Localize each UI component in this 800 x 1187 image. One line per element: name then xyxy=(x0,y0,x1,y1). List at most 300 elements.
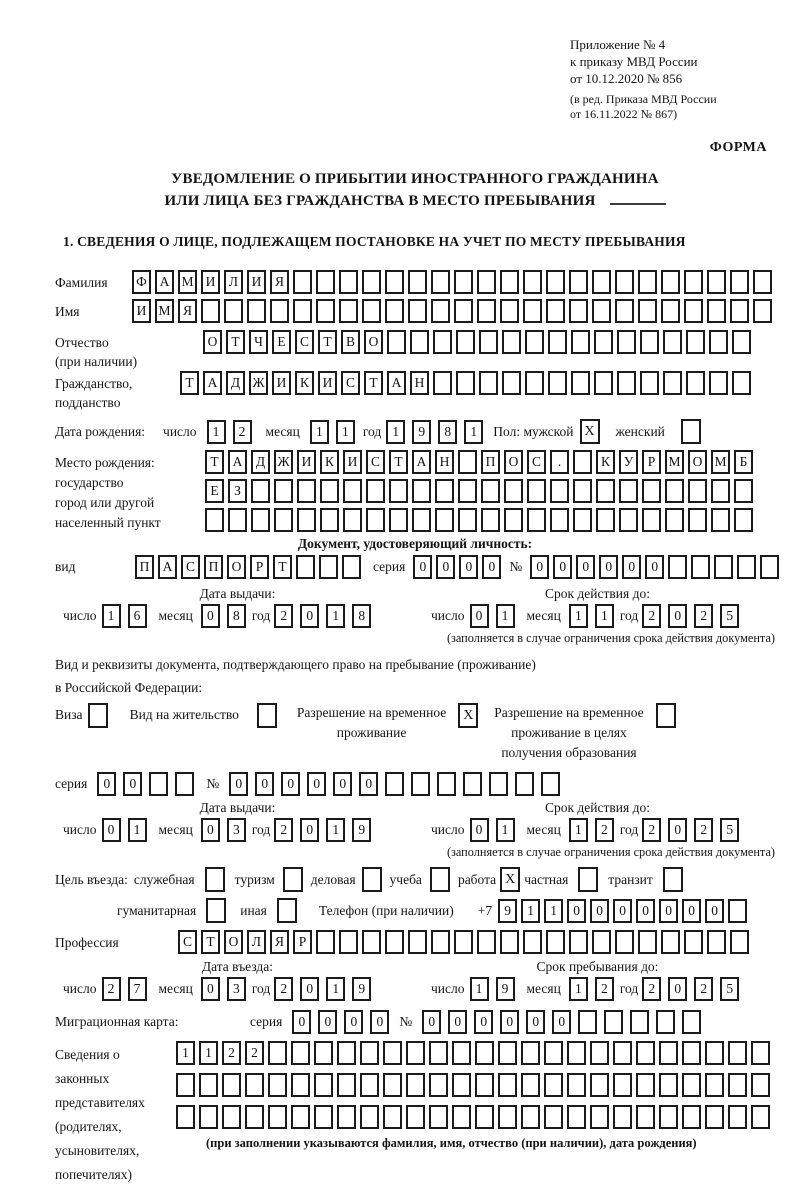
form-cell[interactable]: 1 xyxy=(496,604,515,628)
edu-residence-permit-checkbox[interactable] xyxy=(656,703,676,728)
valid-year-cells[interactable] xyxy=(642,604,739,628)
form-cell[interactable]: Я xyxy=(178,299,197,323)
form-cell[interactable] xyxy=(412,508,431,532)
form-cell[interactable] xyxy=(498,1041,517,1065)
form-cell[interactable]: О xyxy=(504,450,523,474)
valid-day-cells[interactable] xyxy=(470,818,515,842)
form-cell[interactable] xyxy=(613,1041,632,1065)
form-cell[interactable] xyxy=(567,1041,586,1065)
form-cell[interactable] xyxy=(498,1105,517,1129)
form-cell[interactable] xyxy=(337,1041,356,1065)
form-cell[interactable]: 0 xyxy=(590,899,609,923)
purpose-private-checkbox[interactable] xyxy=(578,867,598,892)
form-cell[interactable]: 0 xyxy=(470,604,489,628)
form-cell[interactable]: Д xyxy=(226,371,245,395)
form-cell[interactable]: А xyxy=(158,555,177,579)
form-cell[interactable] xyxy=(489,772,508,796)
form-cell[interactable]: 0 xyxy=(668,977,687,1001)
form-cell[interactable] xyxy=(337,1073,356,1097)
birth-month-cells[interactable] xyxy=(310,420,355,444)
form-cell[interactable]: К xyxy=(596,450,615,474)
form-cell[interactable]: 0 xyxy=(255,772,274,796)
form-cell[interactable]: 2 xyxy=(642,977,661,1001)
form-cell[interactable] xyxy=(521,1041,540,1065)
entry-month-cells[interactable] xyxy=(201,977,246,1001)
form-cell[interactable] xyxy=(149,772,168,796)
form-cell[interactable] xyxy=(316,299,335,323)
form-cell[interactable]: П xyxy=(135,555,154,579)
form-cell[interactable] xyxy=(360,1105,379,1129)
residence-series-cells[interactable] xyxy=(97,772,194,796)
form-cell[interactable]: 0 xyxy=(413,555,432,579)
form-cell[interactable] xyxy=(293,299,312,323)
form-cell[interactable] xyxy=(548,330,567,354)
form-cell[interactable]: 1 xyxy=(310,420,329,444)
form-cell[interactable] xyxy=(247,299,266,323)
issue-month-cells[interactable] xyxy=(201,818,246,842)
form-cell[interactable]: 0 xyxy=(474,1010,493,1034)
form-cell[interactable] xyxy=(268,1073,287,1097)
form-cell[interactable] xyxy=(636,1105,655,1129)
stay-year-cells[interactable] xyxy=(642,977,739,1001)
form-cell[interactable]: 0 xyxy=(645,555,664,579)
form-cell[interactable] xyxy=(385,930,404,954)
form-cell[interactable] xyxy=(659,1073,678,1097)
form-cell[interactable] xyxy=(737,555,756,579)
form-cell[interactable] xyxy=(711,479,730,503)
form-cell[interactable] xyxy=(297,479,316,503)
form-cell[interactable]: М xyxy=(665,450,684,474)
form-cell[interactable] xyxy=(691,555,710,579)
form-cell[interactable] xyxy=(408,299,427,323)
form-cell[interactable] xyxy=(268,1041,287,1065)
form-cell[interactable] xyxy=(205,508,224,532)
visa-checkbox[interactable] xyxy=(88,703,108,728)
form-cell[interactable] xyxy=(319,555,338,579)
form-cell[interactable]: С xyxy=(366,450,385,474)
form-cell[interactable]: С xyxy=(527,450,546,474)
valid-year-cells[interactable] xyxy=(642,818,739,842)
migration-series-cells[interactable] xyxy=(292,1010,389,1034)
form-cell[interactable] xyxy=(452,1105,471,1129)
form-cell[interactable]: 2 xyxy=(694,977,713,1001)
form-cell[interactable] xyxy=(385,772,404,796)
form-cell[interactable] xyxy=(684,299,703,323)
form-cell[interactable] xyxy=(502,371,521,395)
form-cell[interactable] xyxy=(515,772,534,796)
male-checkbox[interactable]: X xyxy=(580,419,600,444)
form-cell[interactable] xyxy=(734,508,753,532)
form-cell[interactable]: 0 xyxy=(526,1010,545,1034)
form-cell[interactable] xyxy=(578,1010,597,1034)
form-cell[interactable] xyxy=(640,371,659,395)
form-cell[interactable]: 1 xyxy=(176,1041,195,1065)
form-cell[interactable]: 1 xyxy=(544,899,563,923)
form-cell[interactable]: Д xyxy=(251,450,270,474)
form-cell[interactable]: С xyxy=(181,555,200,579)
form-cell[interactable]: У xyxy=(619,450,638,474)
doc-kind-cells[interactable] xyxy=(135,555,361,579)
surname-cells[interactable] xyxy=(132,270,772,294)
form-cell[interactable]: 1 xyxy=(569,818,588,842)
form-cell[interactable]: 9 xyxy=(498,899,517,923)
issue-month-cells[interactable] xyxy=(201,604,246,628)
form-cell[interactable] xyxy=(709,330,728,354)
form-cell[interactable]: Т xyxy=(180,371,199,395)
form-cell[interactable]: 2 xyxy=(222,1041,241,1065)
form-cell[interactable]: 2 xyxy=(245,1041,264,1065)
form-cell[interactable] xyxy=(663,371,682,395)
form-cell[interactable] xyxy=(550,508,569,532)
form-cell[interactable]: С xyxy=(178,930,197,954)
form-cell[interactable]: Н xyxy=(435,450,454,474)
form-cell[interactable] xyxy=(274,508,293,532)
form-cell[interactable] xyxy=(569,930,588,954)
form-cell[interactable] xyxy=(596,479,615,503)
form-cell[interactable]: 0 xyxy=(422,1010,441,1034)
form-cell[interactable]: И xyxy=(318,371,337,395)
form-cell[interactable]: Ж xyxy=(249,371,268,395)
form-cell[interactable] xyxy=(573,508,592,532)
form-cell[interactable] xyxy=(544,1041,563,1065)
form-cell[interactable]: 0 xyxy=(436,555,455,579)
form-cell[interactable]: 1 xyxy=(128,818,147,842)
form-cell[interactable] xyxy=(362,930,381,954)
form-cell[interactable] xyxy=(314,1105,333,1129)
entry-day-cells[interactable] xyxy=(102,977,147,1001)
form-cell[interactable] xyxy=(360,1073,379,1097)
form-cell[interactable] xyxy=(222,1105,241,1129)
form-cell[interactable] xyxy=(385,270,404,294)
form-cell[interactable] xyxy=(546,930,565,954)
form-cell[interactable]: С xyxy=(295,330,314,354)
form-cell[interactable] xyxy=(682,1041,701,1065)
form-cell[interactable] xyxy=(297,508,316,532)
form-cell[interactable] xyxy=(320,508,339,532)
form-cell[interactable]: 3 xyxy=(227,977,246,1001)
form-cell[interactable]: 0 xyxy=(613,899,632,923)
form-cell[interactable]: М xyxy=(155,299,174,323)
form-cell[interactable] xyxy=(730,270,749,294)
form-cell[interactable] xyxy=(573,450,592,474)
form-cell[interactable] xyxy=(569,299,588,323)
form-cell[interactable] xyxy=(751,1041,770,1065)
form-cell[interactable] xyxy=(316,930,335,954)
form-cell[interactable] xyxy=(636,1041,655,1065)
form-cell[interactable]: Л xyxy=(224,270,243,294)
form-cell[interactable]: 1 xyxy=(386,420,405,444)
form-cell[interactable] xyxy=(613,1073,632,1097)
form-cell[interactable] xyxy=(521,1073,540,1097)
form-cell[interactable]: 0 xyxy=(201,604,220,628)
form-cell[interactable]: И xyxy=(132,299,151,323)
form-cell[interactable]: Е xyxy=(272,330,291,354)
form-cell[interactable]: Ж xyxy=(274,450,293,474)
form-cell[interactable] xyxy=(619,508,638,532)
form-cell[interactable] xyxy=(224,299,243,323)
form-cell[interactable] xyxy=(245,1073,264,1097)
form-cell[interactable] xyxy=(682,1073,701,1097)
name-cells[interactable] xyxy=(132,299,772,323)
form-cell[interactable] xyxy=(296,555,315,579)
form-cell[interactable] xyxy=(385,299,404,323)
form-cell[interactable]: 0 xyxy=(102,818,121,842)
form-cell[interactable]: 0 xyxy=(682,899,701,923)
form-cell[interactable]: 0 xyxy=(705,899,724,923)
form-cell[interactable] xyxy=(268,1105,287,1129)
form-cell[interactable] xyxy=(339,299,358,323)
form-cell[interactable] xyxy=(684,930,703,954)
form-cell[interactable] xyxy=(431,270,450,294)
form-cell[interactable] xyxy=(705,1041,724,1065)
form-cell[interactable]: 0 xyxy=(201,818,220,842)
form-cell[interactable] xyxy=(479,371,498,395)
form-cell[interactable] xyxy=(550,479,569,503)
form-cell[interactable] xyxy=(337,1105,356,1129)
form-cell[interactable] xyxy=(383,1073,402,1097)
birth-place-cells-row2[interactable] xyxy=(205,479,753,503)
form-cell[interactable] xyxy=(663,330,682,354)
form-cell[interactable] xyxy=(604,1010,623,1034)
form-cell[interactable]: 0 xyxy=(459,555,478,579)
form-cell[interactable]: О xyxy=(203,330,222,354)
form-cell[interactable]: О xyxy=(224,930,243,954)
form-cell[interactable] xyxy=(544,1073,563,1097)
female-checkbox[interactable] xyxy=(681,419,701,444)
form-cell[interactable] xyxy=(320,479,339,503)
form-cell[interactable] xyxy=(659,1041,678,1065)
form-cell[interactable] xyxy=(201,299,220,323)
form-cell[interactable]: С xyxy=(341,371,360,395)
form-cell[interactable]: О xyxy=(227,555,246,579)
form-cell[interactable] xyxy=(686,371,705,395)
form-cell[interactable]: 0 xyxy=(659,899,678,923)
form-cell[interactable] xyxy=(569,270,588,294)
form-cell[interactable]: Е xyxy=(205,479,224,503)
form-cell[interactable] xyxy=(523,270,542,294)
form-cell[interactable]: А xyxy=(412,450,431,474)
form-cell[interactable] xyxy=(251,508,270,532)
form-cell[interactable]: 1 xyxy=(496,818,515,842)
patronymic-cells[interactable] xyxy=(203,330,751,354)
form-cell[interactable] xyxy=(688,479,707,503)
form-cell[interactable] xyxy=(661,299,680,323)
form-cell[interactable] xyxy=(659,1105,678,1129)
form-cell[interactable] xyxy=(454,299,473,323)
issue-year-cells[interactable] xyxy=(274,818,371,842)
form-cell[interactable]: Т xyxy=(389,450,408,474)
form-cell[interactable]: 9 xyxy=(352,818,371,842)
form-cell[interactable] xyxy=(477,299,496,323)
form-cell[interactable] xyxy=(411,772,430,796)
purpose-work-checkbox[interactable]: X xyxy=(500,867,520,892)
form-cell[interactable]: 2 xyxy=(274,818,293,842)
form-cell[interactable]: 2 xyxy=(595,818,614,842)
form-cell[interactable] xyxy=(592,299,611,323)
form-cell[interactable] xyxy=(383,1105,402,1129)
form-cell[interactable] xyxy=(707,930,726,954)
form-cell[interactable] xyxy=(546,270,565,294)
form-cell[interactable] xyxy=(619,479,638,503)
form-cell[interactable]: 0 xyxy=(668,818,687,842)
form-cell[interactable]: 0 xyxy=(318,1010,337,1034)
form-cell[interactable]: 5 xyxy=(720,818,739,842)
form-cell[interactable]: Т xyxy=(364,371,383,395)
temp-residence-permit-checkbox[interactable]: X xyxy=(458,703,478,728)
form-cell[interactable]: А xyxy=(155,270,174,294)
form-cell[interactable] xyxy=(479,330,498,354)
form-cell[interactable] xyxy=(730,930,749,954)
form-cell[interactable] xyxy=(546,299,565,323)
form-cell[interactable] xyxy=(314,1073,333,1097)
form-cell[interactable] xyxy=(429,1105,448,1129)
form-cell[interactable] xyxy=(458,450,477,474)
form-cell[interactable]: 3 xyxy=(227,818,246,842)
form-cell[interactable]: 1 xyxy=(569,977,588,1001)
form-cell[interactable] xyxy=(245,1105,264,1129)
form-cell[interactable] xyxy=(548,371,567,395)
form-cell[interactable] xyxy=(481,508,500,532)
form-cell[interactable]: 0 xyxy=(576,555,595,579)
form-cell[interactable]: 1 xyxy=(521,899,540,923)
form-cell[interactable] xyxy=(458,508,477,532)
form-cell[interactable] xyxy=(523,299,542,323)
form-cell[interactable] xyxy=(251,479,270,503)
birth-place-cells-row3[interactable] xyxy=(205,508,753,532)
form-cell[interactable]: Я xyxy=(270,270,289,294)
form-cell[interactable]: В xyxy=(341,330,360,354)
purpose-official-checkbox[interactable] xyxy=(205,867,225,892)
entry-year-cells[interactable] xyxy=(274,977,371,1001)
form-cell[interactable]: 7 xyxy=(128,977,147,1001)
form-cell[interactable] xyxy=(567,1073,586,1097)
form-cell[interactable] xyxy=(734,479,753,503)
form-cell[interactable] xyxy=(640,330,659,354)
form-cell[interactable]: А xyxy=(203,371,222,395)
form-cell[interactable]: П xyxy=(481,450,500,474)
form-cell[interactable] xyxy=(274,479,293,503)
form-cell[interactable] xyxy=(199,1073,218,1097)
form-cell[interactable] xyxy=(760,555,779,579)
form-cell[interactable] xyxy=(389,479,408,503)
form-cell[interactable] xyxy=(592,930,611,954)
citizenship-cells[interactable] xyxy=(180,371,751,395)
form-cell[interactable] xyxy=(502,330,521,354)
birth-year-cells[interactable] xyxy=(386,420,483,444)
form-cell[interactable]: 0 xyxy=(470,818,489,842)
form-cell[interactable] xyxy=(571,330,590,354)
form-cell[interactable] xyxy=(594,330,613,354)
form-cell[interactable]: 6 xyxy=(128,604,147,628)
form-cell[interactable]: 5 xyxy=(720,604,739,628)
form-cell[interactable]: 1 xyxy=(336,420,355,444)
representatives-cells-row1[interactable] xyxy=(176,1041,770,1065)
form-cell[interactable]: 1 xyxy=(326,604,345,628)
form-cell[interactable]: 0 xyxy=(300,818,319,842)
form-cell[interactable] xyxy=(705,1105,724,1129)
form-cell[interactable] xyxy=(682,1105,701,1129)
form-cell[interactable]: К xyxy=(320,450,339,474)
form-cell[interactable]: А xyxy=(228,450,247,474)
form-cell[interactable] xyxy=(435,479,454,503)
form-cell[interactable]: 0 xyxy=(500,1010,519,1034)
form-cell[interactable]: Р xyxy=(642,450,661,474)
form-cell[interactable]: 8 xyxy=(438,420,457,444)
form-cell[interactable]: 8 xyxy=(227,604,246,628)
migration-number-cells[interactable] xyxy=(422,1010,701,1034)
form-cell[interactable] xyxy=(293,270,312,294)
form-cell[interactable] xyxy=(343,479,362,503)
form-cell[interactable] xyxy=(431,299,450,323)
form-cell[interactable] xyxy=(728,1073,747,1097)
form-cell[interactable]: Б xyxy=(734,450,753,474)
purpose-study-checkbox[interactable] xyxy=(430,867,450,892)
form-cell[interactable] xyxy=(408,930,427,954)
form-cell[interactable] xyxy=(454,930,473,954)
form-cell[interactable]: А xyxy=(387,371,406,395)
form-cell[interactable]: 0 xyxy=(292,1010,311,1034)
form-cell[interactable] xyxy=(730,299,749,323)
form-cell[interactable]: 5 xyxy=(720,977,739,1001)
form-cell[interactable]: 8 xyxy=(352,604,371,628)
form-cell[interactable] xyxy=(175,772,194,796)
form-cell[interactable] xyxy=(728,899,747,923)
form-cell[interactable] xyxy=(437,772,456,796)
form-cell[interactable] xyxy=(751,1073,770,1097)
form-cell[interactable] xyxy=(477,930,496,954)
form-cell[interactable] xyxy=(594,371,613,395)
form-cell[interactable]: 0 xyxy=(97,772,116,796)
form-cell[interactable] xyxy=(732,330,751,354)
form-cell[interactable] xyxy=(383,1041,402,1065)
form-cell[interactable]: Р xyxy=(250,555,269,579)
form-cell[interactable]: Ч xyxy=(249,330,268,354)
form-cell[interactable] xyxy=(709,371,728,395)
form-cell[interactable]: Т xyxy=(226,330,245,354)
form-cell[interactable] xyxy=(362,299,381,323)
valid-month-cells[interactable] xyxy=(569,604,614,628)
purpose-business-checkbox[interactable] xyxy=(362,867,382,892)
form-cell[interactable] xyxy=(406,1073,425,1097)
residence-number-cells[interactable] xyxy=(229,772,560,796)
form-cell[interactable]: 0 xyxy=(300,604,319,628)
form-cell[interactable] xyxy=(630,1010,649,1034)
form-cell[interactable] xyxy=(176,1105,195,1129)
form-cell[interactable] xyxy=(429,1041,448,1065)
form-cell[interactable]: К xyxy=(295,371,314,395)
form-cell[interactable] xyxy=(481,479,500,503)
purpose-tourism-checkbox[interactable] xyxy=(283,867,303,892)
form-cell[interactable] xyxy=(728,1041,747,1065)
form-cell[interactable] xyxy=(590,1105,609,1129)
issue-day-cells[interactable] xyxy=(102,604,147,628)
form-cell[interactable]: 0 xyxy=(123,772,142,796)
form-cell[interactable] xyxy=(360,1041,379,1065)
form-cell[interactable] xyxy=(389,508,408,532)
profession-cells[interactable] xyxy=(178,930,749,954)
form-cell[interactable]: 0 xyxy=(333,772,352,796)
form-cell[interactable] xyxy=(638,270,657,294)
form-cell[interactable] xyxy=(544,1105,563,1129)
birth-place-cells-row1[interactable] xyxy=(205,450,753,474)
form-cell[interactable]: 1 xyxy=(207,420,226,444)
form-cell[interactable] xyxy=(711,508,730,532)
form-cell[interactable] xyxy=(500,930,519,954)
form-cell[interactable]: И xyxy=(247,270,266,294)
form-cell[interactable] xyxy=(408,270,427,294)
form-cell[interactable]: И xyxy=(272,371,291,395)
form-cell[interactable] xyxy=(682,1010,701,1034)
